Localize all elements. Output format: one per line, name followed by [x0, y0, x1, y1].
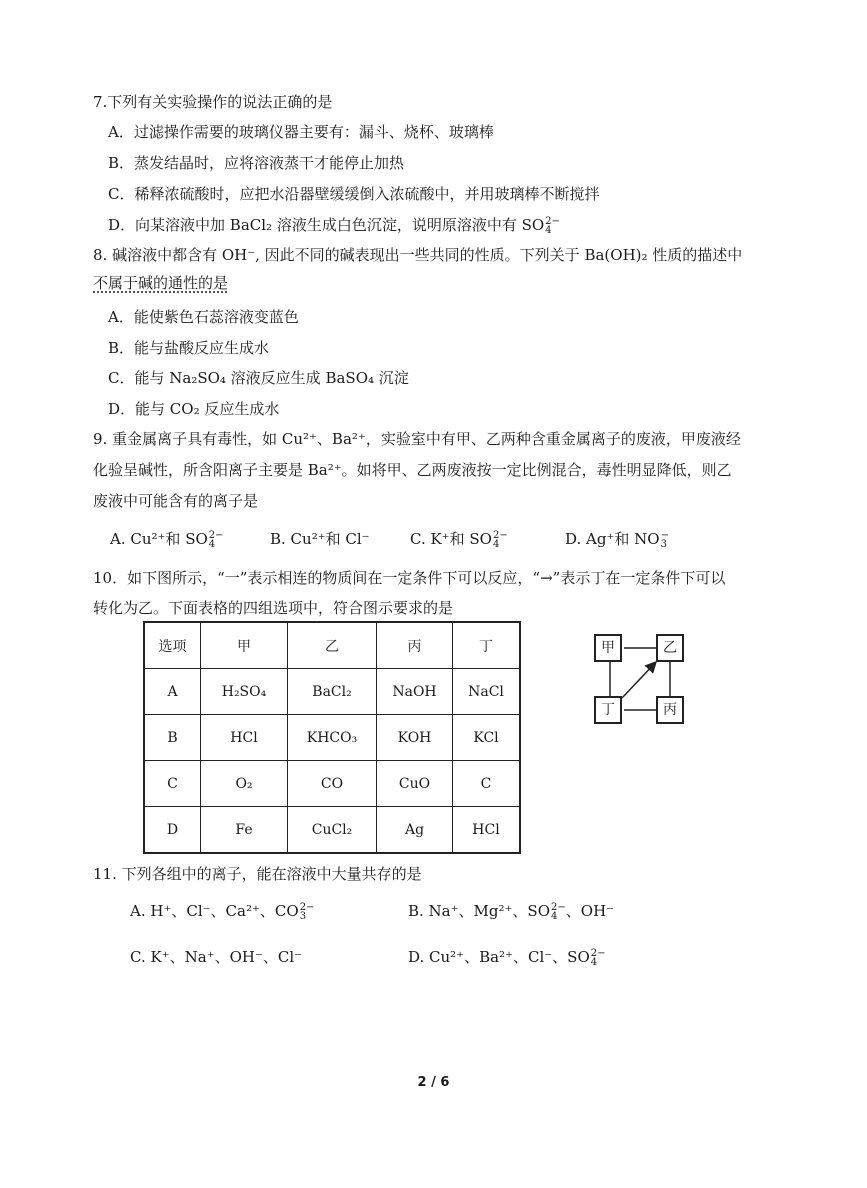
sulfate-ion-q9a: 2− 4 — [208, 530, 224, 550]
table-cell: HCl — [201, 715, 288, 761]
table-cell: KOH — [377, 715, 453, 761]
q10-stem-line1: 10．如下图所示，“一”表示相连的物质间在一定条件下可以反应，“→”表示丁在一定条件下可以 — [93, 569, 726, 587]
q7-option-a: A．过滤操作需要的玻璃仪器主要有：漏斗、烧杯、玻璃棒 — [108, 123, 494, 141]
q11-option-c: C. K⁺、Na⁺、OH⁻、Cl⁻ — [130, 948, 303, 966]
sulfate-ion-q7d: 2− 4 — [545, 216, 560, 236]
table-header-row — [144, 622, 520, 669]
q10-options-table — [143, 621, 521, 854]
q7-option-b: B．蒸发结晶时，应将溶液蒸干才能停止加热 — [108, 154, 405, 172]
q9-option-d — [565, 528, 669, 550]
q9-stem-line2: 化验呈碱性，所含阳离子主要是 Ba²⁺。如将甲、乙两废液按一定比例混合，毒性明显降低，则乙 — [93, 461, 732, 479]
q8-option-c: C．能与 Na₂SO₄ 溶液反应生成 BaSO₄ 沉淀 — [108, 369, 409, 387]
table-cell: D — [144, 807, 201, 854]
q7-option-d-text: D．向某溶液中加 BaCl₂ 溶液生成白色沉淀，说明原溶液中有 SO — [108, 216, 545, 234]
q9-stem-line1: 9. 重金属离子具有毒性，如 Cu²⁺、Ba²⁺，实验室中有甲、乙两种含重金属离子的废液，甲废液经 — [93, 430, 741, 448]
sulfate-ion-q9c: 2− 4 — [492, 530, 508, 550]
q7-stem: 7.下列有关实验操作的说法正确的是 — [93, 93, 333, 111]
q11-option-b — [408, 900, 614, 922]
table-header-cell: 乙 — [288, 622, 377, 669]
q9-option-d-text: D. Ag⁺和 NO — [565, 530, 660, 548]
table-cell: KHCO₃ — [288, 715, 377, 761]
q11-option-a — [130, 900, 314, 922]
q9-option-b: B. Cu²⁺和 Cl⁻ — [270, 530, 370, 548]
arrow-ding-to-yi — [622, 662, 656, 698]
q7-option-d — [108, 214, 560, 236]
q9-option-a — [110, 528, 224, 550]
diagram-node-ding: 丁 — [594, 696, 622, 724]
table-cell: C — [144, 761, 201, 807]
q11-option-b-text: B. Na⁺、Mg²⁺、SO — [408, 902, 551, 920]
sulfate-ion-q11b: 2− 4 — [551, 902, 566, 922]
table-cell: H₂SO₄ — [201, 669, 288, 715]
table-row — [144, 761, 520, 807]
table-cell: B — [144, 715, 201, 761]
table-cell: NaOH — [377, 669, 453, 715]
table-cell: NaCl — [453, 669, 521, 715]
carbonate-ion-q11a: 2− 3 — [299, 902, 315, 922]
q8-stem-line1: 8. 碱溶液中都含有 OH⁻, 因此不同的碱表现出一些共同的性质。下列关于 Ba(OH)₂ 性质的描述中 — [93, 246, 743, 264]
q8-option-d: D．能与 CO₂ 反应生成水 — [108, 400, 280, 418]
reaction-diagram — [588, 630, 698, 730]
q11-option-d-text: D. Cu²⁺、Ba²⁺、Cl⁻、SO — [408, 948, 590, 966]
table-cell: CuO — [377, 761, 453, 807]
q11-option-a-text: A. H⁺、Cl⁻、Ca²⁺、CO — [130, 902, 299, 920]
sulfate-ion-q11d: 2− 4 — [590, 948, 606, 968]
table-cell: HCl — [453, 807, 521, 854]
page-number: 2 / 6 — [417, 1075, 450, 1090]
q11-option-d — [408, 946, 606, 968]
q7-option-c: C．稀释浓硫酸时，应把水沿器壁缓缓倒入浓硫酸中，并用玻璃棒不断搅拌 — [108, 185, 600, 203]
table-header-cell: 丙 — [377, 622, 453, 669]
table-cell: CO — [288, 761, 377, 807]
table-cell: BaCl₂ — [288, 669, 377, 715]
q11-stem: 11. 下列各组中的离子，能在溶液中大量共存的是 — [93, 865, 422, 883]
table-cell: C — [453, 761, 521, 807]
q11-option-b-tail: 、OH⁻ — [565, 902, 615, 920]
q8-stem-line2 — [93, 272, 228, 294]
table-cell: CuCl₂ — [288, 807, 377, 854]
q9-option-a-text: A. Cu²⁺和 SO — [110, 530, 208, 548]
q8-option-a: A．能使紫色石蕊溶液变蓝色 — [108, 308, 299, 326]
q9-option-c-text: C. K⁺和 SO — [410, 530, 492, 548]
q8-option-b: B．能与盐酸反应生成水 — [108, 339, 270, 357]
q8-stem-line2-text: 不属于碱的通性的是 — [93, 274, 229, 292]
table-row — [144, 807, 520, 854]
table-header-cell: 丁 — [453, 622, 521, 669]
diagram-node-jia: 甲 — [594, 634, 622, 662]
table-row — [144, 715, 520, 761]
nitrate-ion-q9d: − 3 — [660, 530, 669, 550]
table-row — [144, 669, 520, 715]
table-cell: Ag — [377, 807, 453, 854]
table-cell: O₂ — [201, 761, 288, 807]
table-header-cell: 甲 — [201, 622, 288, 669]
q9-option-c — [410, 528, 508, 550]
table-header-cell: 选项 — [144, 622, 201, 669]
table-cell: A — [144, 669, 201, 715]
q9-stem-line3: 废液中可能含有的离子是 — [93, 492, 259, 510]
table-cell: Fe — [201, 807, 288, 854]
diagram-node-yi: 乙 — [656, 634, 684, 662]
table-cell: KCl — [453, 715, 521, 761]
diagram-node-bing: 丙 — [656, 696, 684, 724]
q10-stem-line2: 转化为乙。下面表格的四组选项中，符合图示要求的是 — [93, 599, 454, 617]
